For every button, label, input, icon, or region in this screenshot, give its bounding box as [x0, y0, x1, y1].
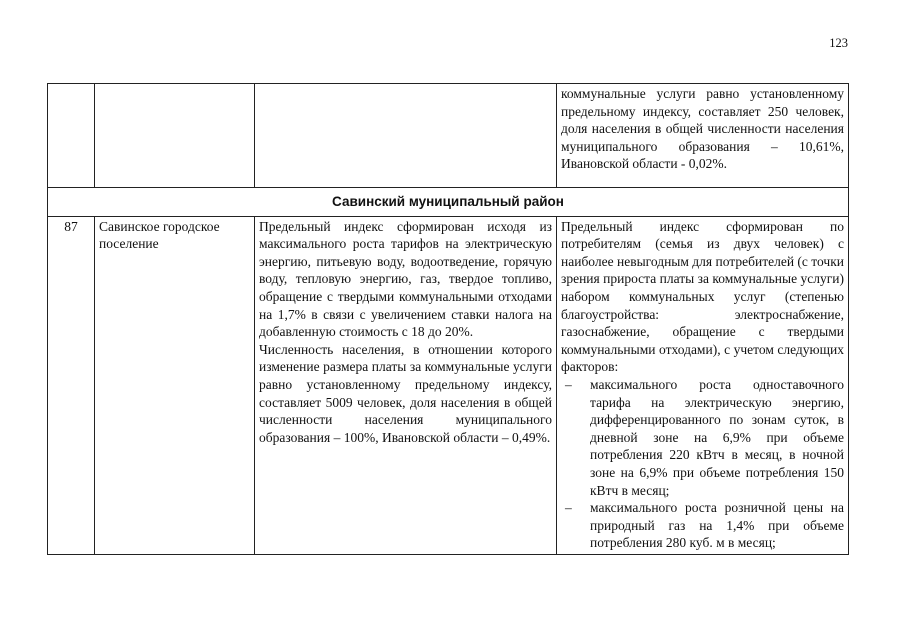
table-row: [48, 216, 849, 554]
continuation-row: [48, 84, 849, 188]
cont-formation-cell: [255, 84, 557, 188]
formation-paragraph-2: Численность населения, в отношении которого изменение размера платы за коммунальные услуги равно установленному предельному индексу, составляет 5009 человек, доля населения в общей численности населения муниципального образования – 100%, Ивановской области – 0,49%.: [259, 341, 552, 445]
cont-consumer-cell: [557, 84, 849, 188]
cont-settlement-cell: [95, 84, 255, 188]
consumer-intro: Предельный индекс сформирован по потребителям (семья из двух человек) с наиболее невыгодным для потребителей (с точки зрения прироста платы за коммунальные услуги) набором коммунальных услуг (степенью благоустройства: электроснабжение, газоснабжение, обращение с твердыми коммунальными отходами), с учетом следующих факторов:: [561, 218, 844, 375]
factor-text: максимального роста одноставочного тарифа на электрическую энергию, дифференцированного по зонам суток, в дневной зоне на 6,9% при объеме потребления 220 кВтч в месяц, в ночной зоне на 6,9% при объеме потребления 150 кВтч в месяц;: [590, 376, 844, 498]
factor-item: [561, 376, 844, 499]
dash-marker: –: [565, 376, 572, 392]
dash-marker: –: [565, 500, 572, 516]
region-title: Савинский муниципальный район: [48, 188, 849, 217]
continuation-text: коммунальные услуги равно установленному предельному индексу, составляет 250 человек, доля населения в общей численности населения муниципального образования – 10,61%, Ивановской области - 0,02%.: [561, 86, 844, 172]
page-number: 123: [829, 36, 848, 50]
formation-paragraph-1: Предельный индекс сформирован исходя из максимального роста тарифов на электрическую энергию, питьевую воду, водоотведение, горячую воду, тепловую энергию, газ, твердое топливо, обращение с твердыми коммунальными отходами на 1,7% в связи с увеличением ставки налога на добавленную стоимость с 18 до 20%.: [259, 218, 552, 340]
settlement-name: Савинское городское поселение: [95, 216, 255, 554]
consumer-cell: [557, 216, 849, 554]
tariff-table: [47, 83, 849, 555]
factor-text: максимального роста розничной цены на природный газ на 1,4% при объеме потребления 280 куб. м в месяц;: [590, 500, 844, 551]
factor-list: [561, 376, 844, 552]
row-number: 87: [48, 216, 95, 554]
region-row: [48, 188, 849, 217]
formation-cell: [255, 216, 557, 554]
factor-item: [561, 499, 844, 552]
cont-number-cell: [48, 84, 95, 188]
